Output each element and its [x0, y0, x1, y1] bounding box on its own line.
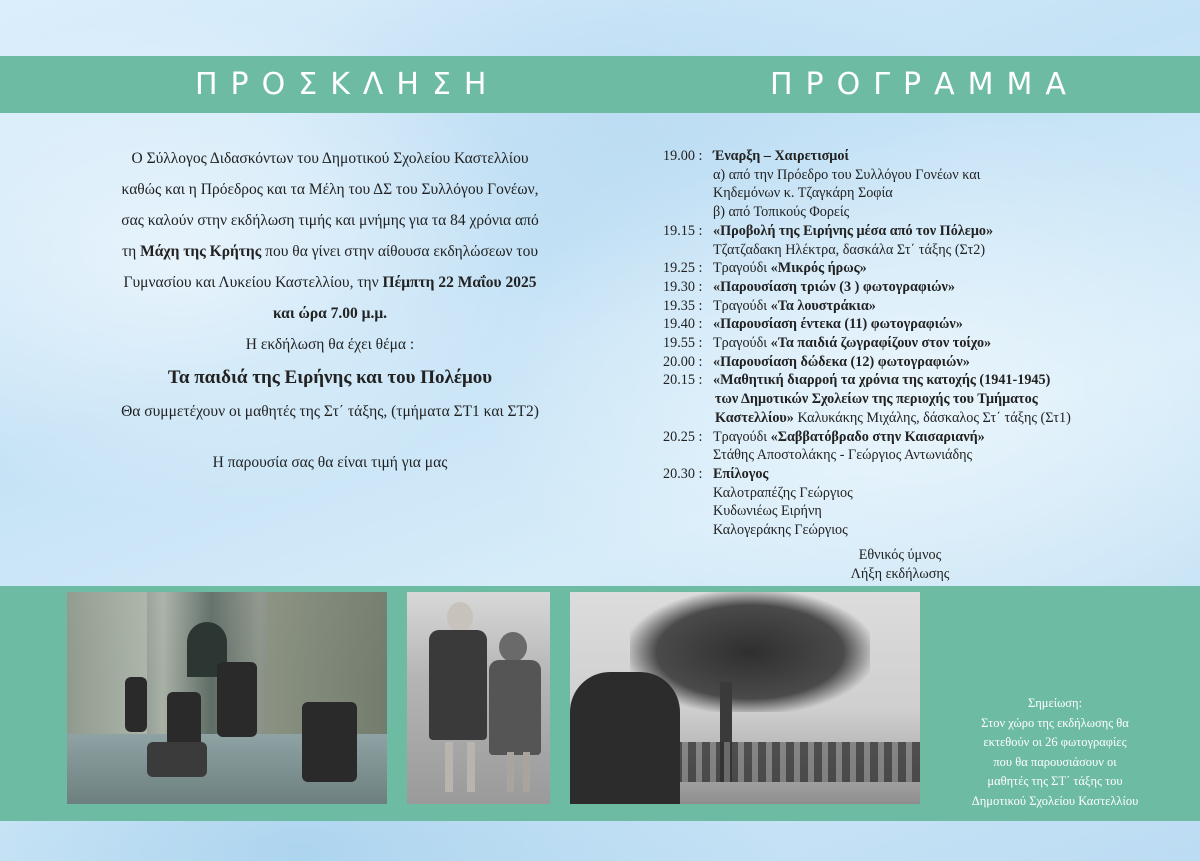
program-item: [663, 259, 1183, 278]
invitation-line: σας καλούν στην εκδήλωση τιμής και μνήμης για τα 84 χρόνια από: [121, 212, 539, 229]
schoolyard-gathering-photo: [570, 592, 920, 804]
village-street-photo: [67, 592, 387, 804]
program-time: 20.25 :: [663, 428, 703, 445]
program-title: «Παρουσίαση τριών (3 ) φωτογραφιών»: [713, 278, 955, 295]
national-anthem: Εθνικός ύμνος: [858, 547, 942, 563]
program-time: 19.40 :: [663, 316, 703, 333]
program-item: [663, 353, 1183, 372]
program-detail: [663, 409, 1183, 428]
program-list: [663, 147, 1183, 540]
exhibition-note: [930, 694, 1180, 811]
program-detail: Κυδωνιέως Ειρήνη: [713, 503, 822, 520]
program-detail: α) από την Πρόεδρο του Συλλόγου Γονέων και: [713, 166, 981, 183]
program-item: [663, 465, 1183, 484]
event-end: Λήξη εκδήλωσης: [850, 565, 950, 582]
event-theme: Τα παιδιά της Ειρήνης και του Πολέμου: [167, 367, 493, 388]
event-time: και ώρα 7.00 μ.μ.: [273, 305, 387, 322]
program-title: «Μικρός ήρως»: [770, 260, 867, 277]
program-item: [663, 371, 1183, 390]
event-date: Πέμπτη 22 Μαΐου 2025: [382, 274, 537, 291]
program-type: Τραγούδι: [713, 428, 771, 445]
program-title: των Δημοτικών Σχολείων της περιοχής του Τμήματος: [715, 391, 1038, 408]
invitation-line: [60, 267, 600, 298]
program-detail: Στάθης Αποστολάκης - Γεώργιος Αντωνιάδης: [713, 447, 973, 464]
note-line: εκτεθούν οι 26 φωτογραφίες: [983, 735, 1127, 749]
battle-name: Μάχη της Κρήτης: [140, 243, 262, 260]
children-photo: [407, 592, 550, 804]
program-title: «Σαββατόβραδο στην Καισαριανή»: [770, 428, 985, 445]
note-line: Δημοτικού Σχολείου Καστελλίου: [971, 793, 1139, 808]
invitation-line: καθώς και η Πρόεδρος και τα Μέλη του ΔΣ του Συλλόγου Γονέων,: [121, 181, 539, 198]
program-item: [663, 147, 1183, 166]
program-title: «Τα λουστράκια»: [770, 297, 876, 314]
program-title: «Τα παιδιά ζωγραφίζουν στον τοίχο»: [770, 335, 992, 352]
invitation-heading: ΠΡΟΣΚΛΗΣΗ: [195, 67, 500, 102]
program-title: «Μαθητική διαρροή τα χρόνια της κατοχής (1941-1945): [713, 372, 1051, 389]
program-title: «Παρουσίαση έντεκα (11) φωτογραφιών»: [713, 316, 963, 333]
program-title: «Προβολή της Ειρήνης μέσα από τον Πόλεμο»: [713, 222, 994, 239]
program-time: 19.35 :: [663, 297, 703, 314]
program-item: [663, 315, 1183, 334]
program-type: Τραγούδι: [713, 260, 771, 277]
program-time: 20.00 :: [663, 353, 703, 370]
invitation-line: Θα συμμετέχουν οι μαθητές της Στ΄ τάξης, (τμήματα ΣΤ1 και ΣΤ2): [121, 403, 539, 420]
text-segment: τη: [121, 243, 141, 260]
program-heading: ΠΡΟΓΡΑΜΜΑ: [770, 67, 1079, 102]
program-item: [663, 428, 1183, 447]
program-detail: Κηδεμόνων κ. Τζαγκάρη Σοφία: [713, 185, 893, 202]
note-line: μαθητές της ΣΤ΄ τάξης του: [987, 774, 1123, 788]
program-detail: Καλοτραπέζης Γεώργιος: [713, 484, 853, 501]
program-time: 19.30 :: [663, 278, 703, 295]
program-item: [663, 297, 1183, 316]
program-time: 19.25 :: [663, 260, 703, 277]
program-title: Επίλογος: [713, 465, 769, 482]
program-time: 20.30 :: [663, 465, 703, 482]
note-line: Στον χώρο της εκδήλωσης θα: [981, 715, 1129, 730]
text-segment: Γυμνασίου και Λυκείου Καστελλίου, την: [123, 274, 383, 291]
program-detail: [663, 390, 1183, 409]
program-detail: Τζατζαδακη Ηλέκτρα, δασκάλα Στ΄ τάξης (Στ2): [713, 241, 986, 258]
program-item: [663, 222, 1183, 241]
program-title: Καστελλίου»: [715, 409, 794, 426]
program-title: Έναρξη – Χαιρετισμοί: [713, 148, 849, 164]
program-time: 20.15 :: [663, 372, 703, 389]
program-detail: β) από Τοπικούς Φορείς: [713, 204, 850, 221]
invitation-text: [60, 143, 600, 478]
invitation-line: [60, 236, 600, 267]
note-line: που θα παρουσιάσουν οι: [993, 754, 1117, 769]
program-closing: [800, 546, 1000, 583]
program-type: Τραγούδι: [713, 335, 771, 352]
program-detail: Καλογεράκης Γεώργιος: [713, 522, 848, 539]
text-segment: που θα γίνει στην αίθουσα εκδηλώσεων του: [261, 243, 539, 260]
invitation-line: Ο Σύλλογος Διδασκόντων του Δημοτικού Σχολείου Καστελλίου: [131, 150, 529, 167]
invitation-line: Η εκδήλωση θα έχει θέμα :: [245, 336, 415, 353]
program-title: «Παρουσίαση δώδεκα (12) φωτογραφιών»: [713, 353, 970, 370]
program-time: 19.00 :: [663, 148, 703, 164]
program-item: [663, 278, 1183, 297]
program-time: 19.55 :: [663, 335, 703, 352]
program-time: 19.15 :: [663, 222, 703, 239]
program-type: Τραγούδι: [713, 297, 771, 314]
invitation-line: [60, 298, 600, 329]
program-presenter: Καλυκάκης Μιχάλης, δάσκαλος Στ΄ τάξης (Στ1): [793, 409, 1071, 426]
invitation-closing: Η παρουσία σας θα είναι τιμή για μας: [212, 454, 448, 471]
program-item: [663, 334, 1183, 353]
note-line: Σημείωση:: [1027, 696, 1083, 710]
